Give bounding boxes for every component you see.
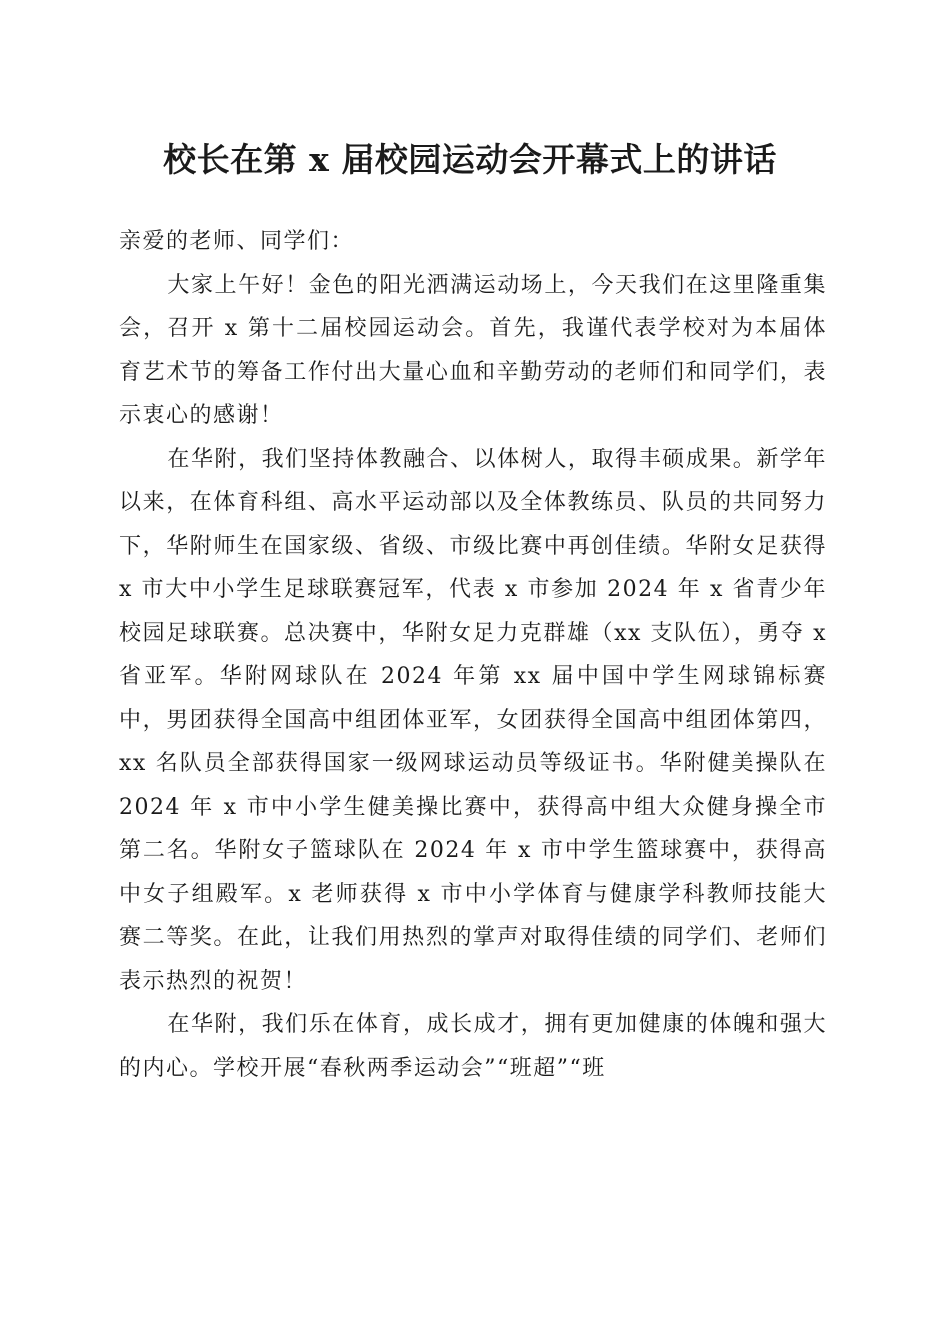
paragraph-sports-life: 在华附，我们乐在体育，成长成才，拥有更加健康的体魄和强大的内心。学校开展“春秋两季运动会”“班超”“班 (119, 1012, 827, 1081)
paragraph-achievements: 在华附，我们坚持体教融合、以体树人，取得丰硕成果。新学年以来，在体育科组、高水平运动部以及全体教练员、队员的共同努力下，华附师生在国家级、省级、市级比赛中再创佳绩。华附女足获得 x 市大中小学生足球联赛冠军，代表 x 市参加 2024 年 x 省青少年校园足球联赛。总决赛中，华附女足力克群雄（xx 支队伍），勇夺 x 省亚军。华附网球队在 2024 年第 xx 届中国中学生网球锦标赛中，男团获得全国高中组团体亚军，女团获得全国高中组团体第四，xx 名队员全部获得国家一级网球运动员等级证书。华附健美操队在 2024 年 x 市中小学生健美操比赛中，获得高中组大众健身操全市第二名。华附女子篮球队在 2024 年 x 市中学生篮球赛中，获得高中女子组殿军。x 老师获得 x 市中小学体育与健康学科教师技能大赛二等奖。在此，让我们用热烈的掌声对取得佳绩的同学们、老师们表示热烈的祝贺！ (119, 446, 827, 994)
document-body (119, 220, 827, 1090)
document-title: 校长在第 x 届校园运动会开幕式上的讲话 (163, 140, 777, 179)
paragraph-greeting: 大家上午好！金色的阳光洒满运动场上，今天我们在这里隆重集会，召开 x 第十二届校园运动会。首先，我谨代表学校对为本届体育艺术节的筹备工作付出大量心血和辛勤劳动的老师们和同学们，表示衷心的感谢！ (119, 272, 827, 428)
salutation: 亲爱的老师、同学们： (119, 229, 355, 254)
